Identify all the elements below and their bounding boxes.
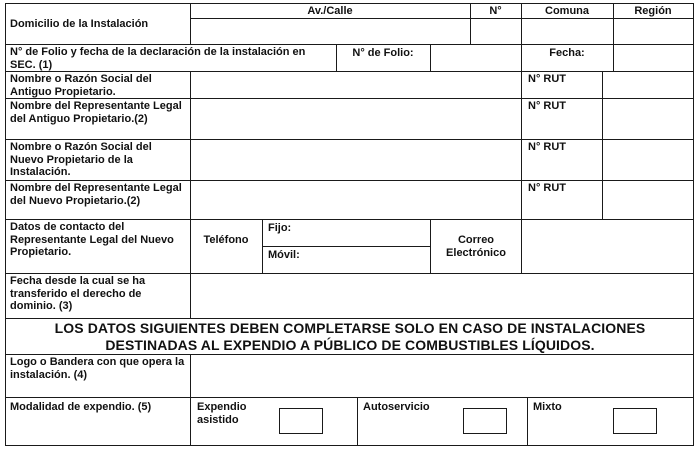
folio-number-field[interactable] <box>431 45 521 71</box>
folio-date-label: Fecha: <box>549 47 585 59</box>
old-owner-rep-name-field[interactable] <box>191 99 521 139</box>
address-label: Domicilio de la Instalación <box>10 18 149 30</box>
email-label: Correo Electrónico <box>446 234 506 259</box>
new-owner-rep-rut-field[interactable] <box>603 181 693 219</box>
old-owner-rep-rut-field[interactable] <box>603 99 693 139</box>
folio-row-label: N° de Folio y fecha de la declaración de la instalación en SEC. (1) <box>10 46 306 71</box>
option-assisted-checkbox[interactable] <box>279 408 323 434</box>
commune-header: Comuna <box>545 5 589 17</box>
transfer-date-field[interactable] <box>191 274 693 318</box>
old-owner-rut-field[interactable] <box>603 72 693 98</box>
new-owner-rep-rut-label: N° RUT <box>528 182 567 194</box>
notice-line-1: LOS DATOS SIGUIENTES DEBEN COMPLETARSE SOLO EN CASO DE INSTALACIONES <box>54 320 646 336</box>
fixed-phone-label: Fijo: <box>268 222 292 234</box>
street-field[interactable] <box>191 19 470 44</box>
option-self-service-checkbox[interactable] <box>463 408 507 434</box>
new-owner-label: Nombre o Razón Social del Nuevo Propietario de la Instalación. <box>10 141 152 178</box>
new-owner-rut-field[interactable] <box>603 140 693 180</box>
transfer-date-label: Fecha desde la cual se ha transferido el derecho de dominio. (3) <box>10 275 146 312</box>
old-owner-label: Nombre o Razón Social del Antiguo Propietario. <box>10 73 152 98</box>
old-owner-rut-label: N° RUT <box>528 73 567 85</box>
old-owner-rep-rut-label: N° RUT <box>528 100 567 112</box>
mobile-phone-label: Móvil: <box>268 249 300 261</box>
region-header: Región <box>634 5 672 17</box>
new-owner-rep-name-field[interactable] <box>191 181 521 219</box>
region-field[interactable] <box>614 19 693 44</box>
option-self-service-label: Autoservicio <box>363 401 430 413</box>
number-field[interactable] <box>471 19 521 44</box>
logo-label: Logo o Bandera con que opera la instalación. (4) <box>10 356 185 381</box>
notice-line-2: DESTINADAS AL EXPENDIO A PÚBLICO DE COMBUSTIBLES LÍQUIDOS. <box>105 337 595 353</box>
new-owner-rep-label: Nombre del Representante Legal del Nuevo Propietario.(2) <box>10 182 182 207</box>
dispensing-label: Modalidad de expendio. (5) <box>10 401 152 413</box>
old-owner-name-field[interactable] <box>191 72 521 98</box>
street-header: Av./Calle <box>307 5 353 17</box>
new-owner-rut-label: N° RUT <box>528 141 567 153</box>
option-mixed-label: Mixto <box>533 401 562 413</box>
folio-date-field[interactable] <box>614 45 693 71</box>
contact-label: Datos de contacto del Representante Legal del Nuevo Propietario. <box>10 221 174 258</box>
option-assisted-label: Expendio asistido <box>197 401 247 426</box>
folio-number-label: N° de Folio: <box>352 47 414 59</box>
number-header: N° <box>489 5 502 17</box>
logo-field[interactable] <box>191 355 693 397</box>
mobile-phone-field[interactable] <box>308 247 430 273</box>
email-field[interactable] <box>522 220 693 273</box>
old-owner-rep-label: Nombre del Representante Legal del Antiguo Propietario.(2) <box>10 100 182 125</box>
new-owner-name-field[interactable] <box>191 140 521 180</box>
fixed-phone-field[interactable] <box>300 220 430 246</box>
commune-field[interactable] <box>522 19 613 44</box>
phone-label: Teléfono <box>203 234 249 246</box>
option-mixed-checkbox[interactable] <box>613 408 657 434</box>
